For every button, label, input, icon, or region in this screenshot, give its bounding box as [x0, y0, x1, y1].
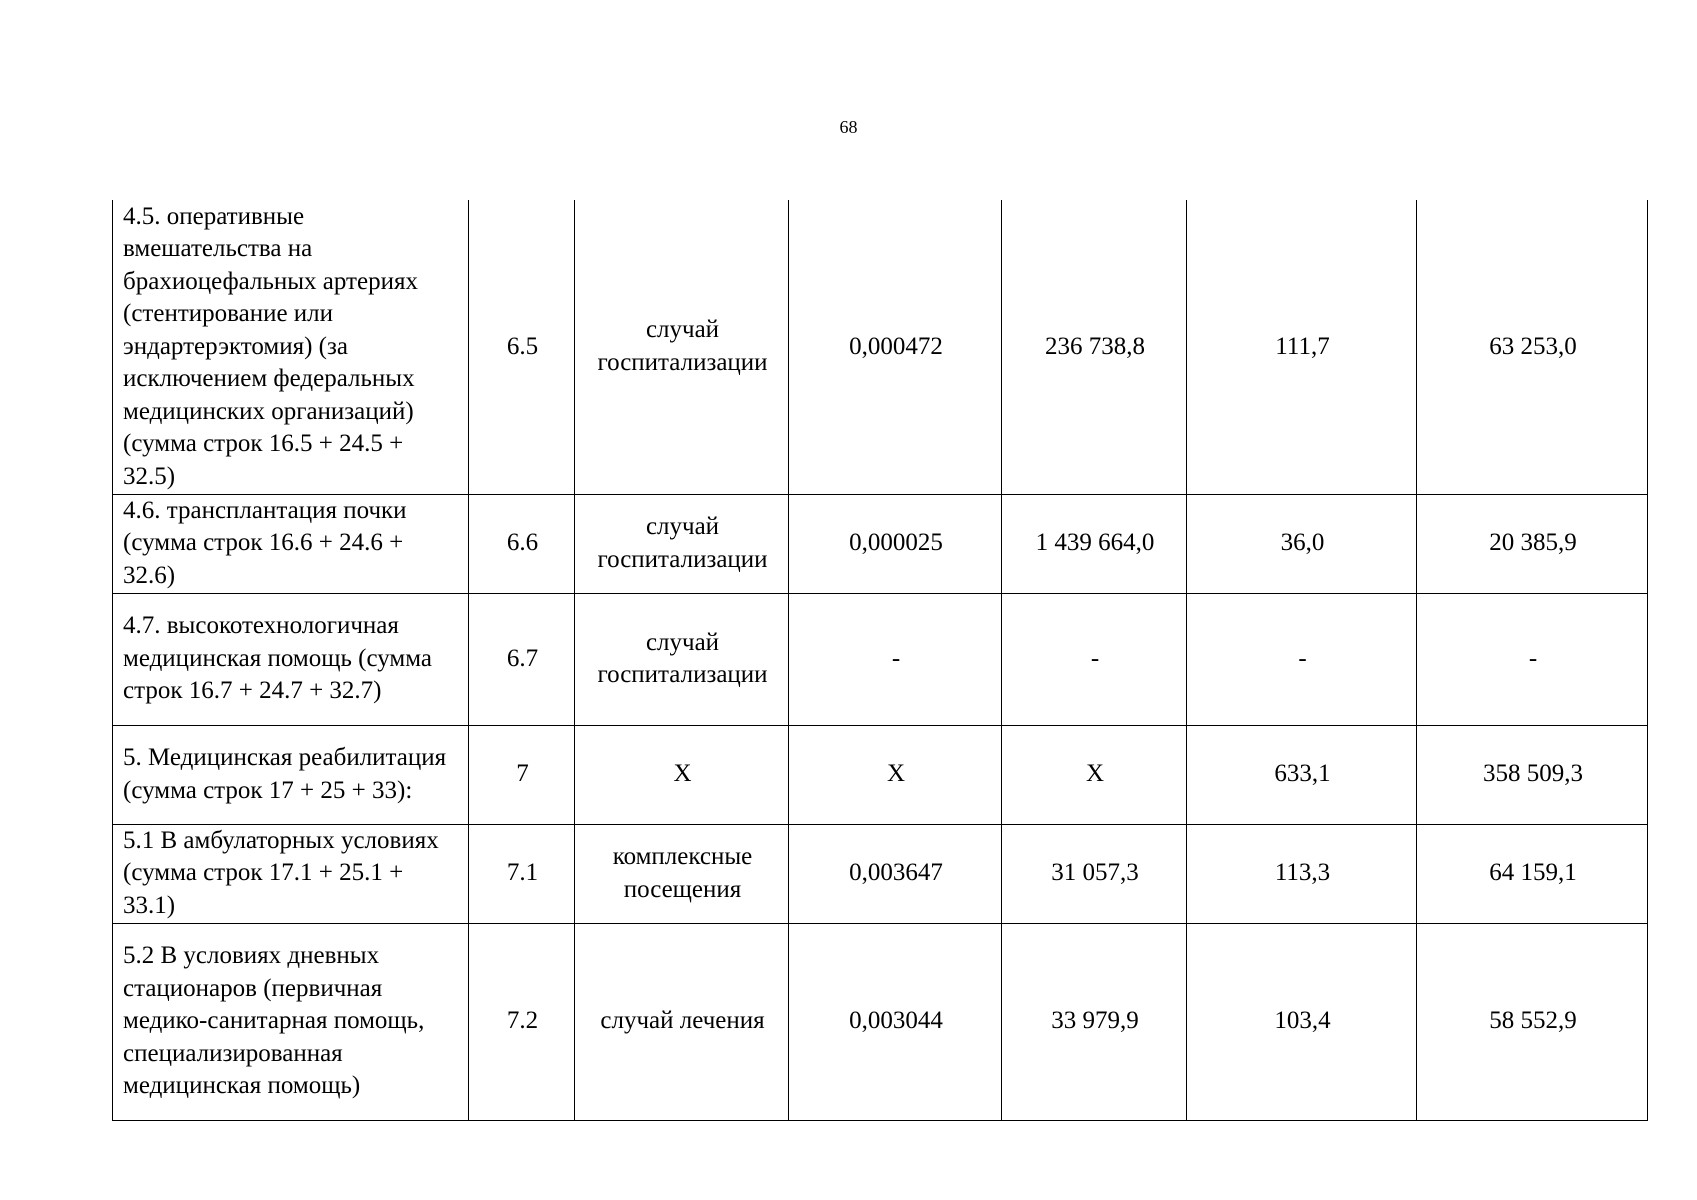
norm-cost-cell: 1 439 664,0 — [1002, 494, 1187, 593]
page-number: 68 — [839, 117, 858, 137]
per-capita-cell: 633,1 — [1187, 725, 1417, 824]
total-cell: - — [1417, 593, 1648, 725]
line-number-cell: 6.7 — [469, 593, 575, 725]
unit-cell: случай госпитализации — [575, 200, 789, 494]
norm-volume-cell: 0,000025 — [789, 494, 1002, 593]
unit-cell: случай госпитализации — [575, 494, 789, 593]
norm-cost-cell: Х — [1002, 725, 1187, 824]
line-number-cell: 7 — [469, 725, 575, 824]
per-capita-cell: 111,7 — [1187, 200, 1417, 494]
line-number-cell: 7.2 — [469, 923, 575, 1120]
norm-volume-cell: - — [789, 593, 1002, 725]
row-name-cell: 4.6. трансплантация почки (сумма строк 16.6 + 24.6 + 32.6) — [113, 494, 469, 593]
line-number-cell: 7.1 — [469, 824, 575, 923]
per-capita-cell: 113,3 — [1187, 824, 1417, 923]
unit-cell: комплексные посещения — [575, 824, 789, 923]
row-name-cell: 5.1 В амбулаторных условиях (сумма строк 17.1 + 25.1 + 33.1) — [113, 824, 469, 923]
unit-cell: Х — [575, 725, 789, 824]
norm-cost-cell: - — [1002, 593, 1187, 725]
table-row — [113, 494, 1648, 593]
table-row — [113, 200, 1648, 494]
row-name-cell: 5. Медицинская реабилитация (сумма строк 17 + 25 + 33): — [113, 725, 469, 824]
norm-volume-cell: 0,003044 — [789, 923, 1002, 1120]
norm-cost-cell: 33 979,9 — [1002, 923, 1187, 1120]
norm-volume-cell: 0,003647 — [789, 824, 1002, 923]
table-row — [113, 725, 1648, 824]
row-name-cell: 4.7. высокотехнологичная медицинская помощь (сумма строк 16.7 + 24.7 + 32.7) — [113, 593, 469, 725]
total-cell: 58 552,9 — [1417, 923, 1648, 1120]
table-row — [113, 824, 1648, 923]
norm-volume-cell: Х — [789, 725, 1002, 824]
norm-cost-cell: 31 057,3 — [1002, 824, 1187, 923]
unit-cell: случай лечения — [575, 923, 789, 1120]
row-name-cell: 5.2 В условиях дневных стационаров (первичная медико-санитарная помощь, специализированная медицинская помощь) — [113, 923, 469, 1120]
line-number-cell: 6.6 — [469, 494, 575, 593]
line-number-cell: 6.5 — [469, 200, 575, 494]
total-cell: 358 509,3 — [1417, 725, 1648, 824]
total-cell: 20 385,9 — [1417, 494, 1648, 593]
table-row — [113, 593, 1648, 725]
norm-volume-cell: 0,000472 — [789, 200, 1002, 494]
per-capita-cell: - — [1187, 593, 1417, 725]
per-capita-cell: 36,0 — [1187, 494, 1417, 593]
row-name-cell: 4.5. оперативные вмешательства на брахиоцефальных артериях (стентирование или эндартерэктомия) (за исключением федеральных медицинских организаций) (сумма строк 16.5 + 24.5 + 32.5) — [113, 200, 469, 494]
total-cell: 63 253,0 — [1417, 200, 1648, 494]
unit-cell: случай госпитализации — [575, 593, 789, 725]
total-cell: 64 159,1 — [1417, 824, 1648, 923]
norm-cost-cell: 236 738,8 — [1002, 200, 1187, 494]
data-table — [112, 200, 1648, 1121]
per-capita-cell: 103,4 — [1187, 923, 1417, 1120]
table-row — [113, 923, 1648, 1120]
